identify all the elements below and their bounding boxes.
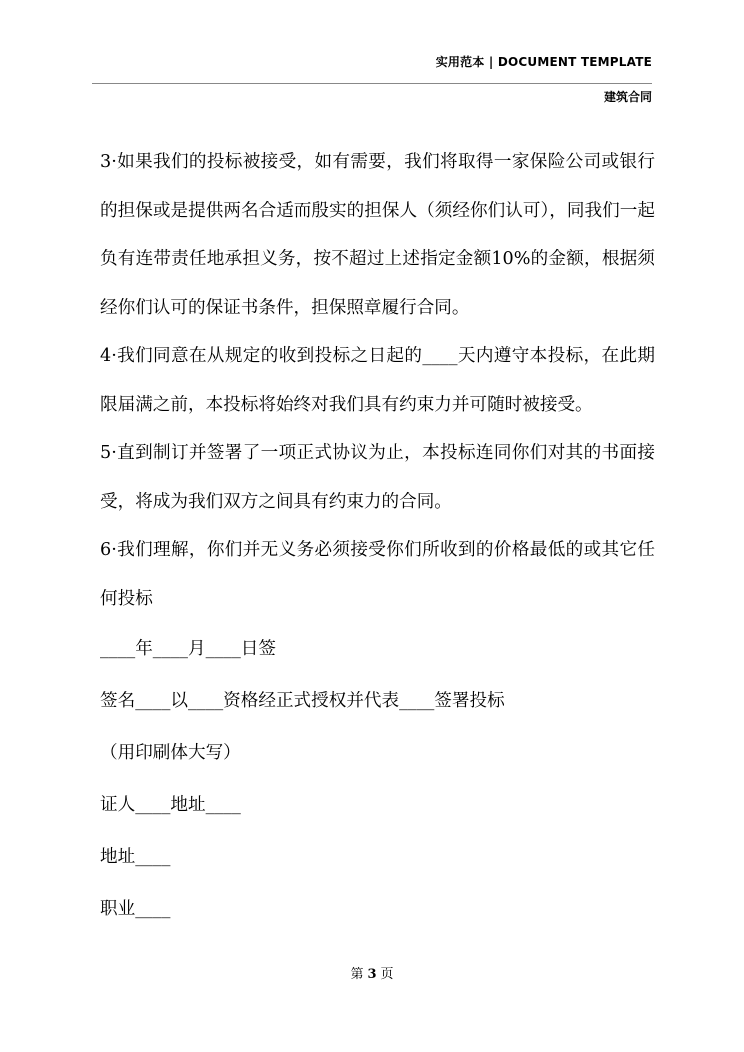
clause-5: 5·直到制订并签署了一项正式协议为止，本投标连同你们对其的书面接受，将成为我们双方之间具有约束力的合同。 (100, 443, 655, 512)
page-suffix: 页 (380, 967, 394, 982)
address-line: 地址____ (100, 847, 171, 867)
signature-line: 签名____以____资格经正式授权并代表____签署投标 (100, 691, 505, 711)
page-prefix: 第 (350, 967, 364, 982)
date-signed-line: ____年____月____日签 (100, 639, 276, 659)
header-divider (92, 83, 652, 84)
clause-3: 3·如果我们的投标被接受，如有需要，我们将取得一家保险公司或银行的担保或是提供两名合适而殷实的担保人（须经你们认可），同我们一起负有连带责任地承担义务，按不超过上述指定金额10%的金额，根据须经你们认可的保证书条件，担保照章履行合同。 (100, 152, 655, 318)
page-number: 3 (367, 967, 377, 982)
witness-line: 证人____地址____ (100, 795, 241, 815)
page-footer (0, 963, 744, 982)
header-doc-type: 建筑合同 (603, 90, 652, 104)
print-capitals-note: （用印刷体大写） (100, 743, 241, 763)
clause-6: 6·我们理解，你们并无义务必须接受你们所收到的价格最低的或其它任何投标 (100, 540, 655, 609)
document-body (100, 138, 655, 935)
header-brand: 实用范本 | DOCUMENT TEMPLATE (435, 55, 652, 69)
occupation-line: 职业____ (100, 899, 171, 919)
clause-4: 4·我们同意在从规定的收到投标之日起的____天内遵守本投标，在此期限届满之前，本投标将始终对我们具有约束力并可随时被接受。 (100, 346, 655, 415)
